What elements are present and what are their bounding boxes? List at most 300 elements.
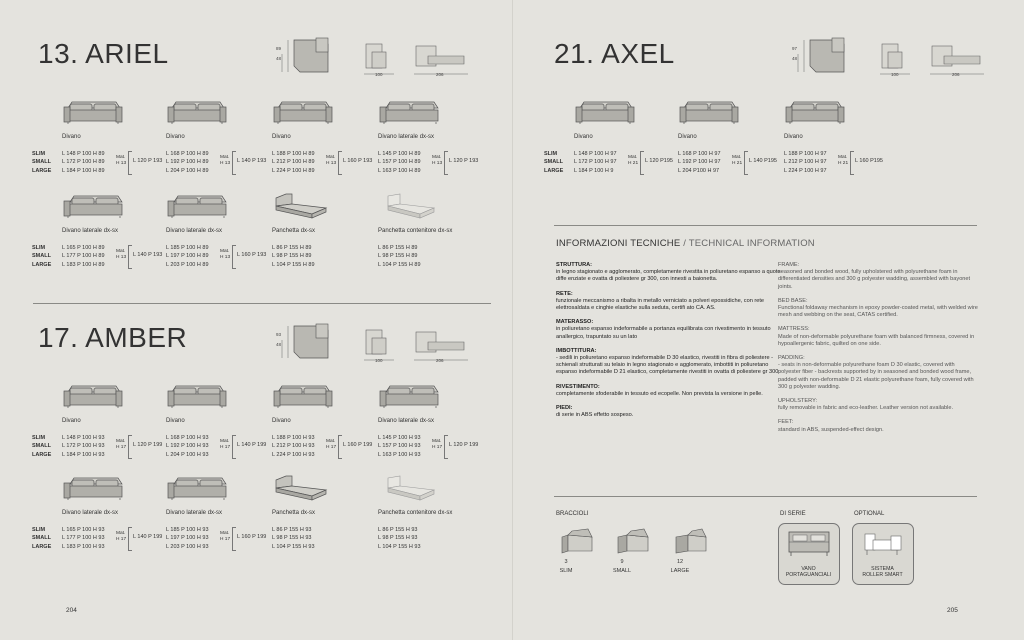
amber-r1-sofa-icon-0 xyxy=(62,382,124,412)
info-title xyxy=(556,238,815,249)
info-it-heading-0: STRUTTURA: xyxy=(556,262,593,268)
size-label-0: SLIM xyxy=(32,151,46,157)
axel-r1-extra-2: L 160 P195 xyxy=(855,158,883,164)
axel-r1-mat-1-b: H 21 xyxy=(732,161,743,166)
amber-r2-caption-0: Divano laterale dx-sx xyxy=(62,510,119,516)
ariel-r1-sofa-1 xyxy=(166,98,228,128)
dim-line-1: L 98 P 155 H 89 xyxy=(272,253,312,260)
amber-r2-dims-1 xyxy=(166,526,209,551)
dim-line-0: L 165 P 100 H 89 xyxy=(62,245,105,251)
amber-r1-dims-1 xyxy=(166,434,209,459)
axel-r1-sofa-2 xyxy=(784,98,846,128)
dim-line-1: L 197 P 100 H 89 xyxy=(166,253,209,260)
amber-r1-sofa-1 xyxy=(166,382,228,412)
dim-line-2: L 184 P 100 H 89 xyxy=(62,167,105,174)
armrest-num-2: 12 xyxy=(676,559,684,565)
ariel-r2-caption-1: Divano laterale dx-sx xyxy=(166,228,223,234)
ariel-r2-extra-1: L 160 P 193 xyxy=(237,252,267,258)
dim-line-0: L 188 P 100 H 97 xyxy=(784,151,827,157)
ariel-r2-bracket-0 xyxy=(128,245,132,269)
ariel-r1-mat-3-a: Mat. xyxy=(432,155,442,160)
ariel-r2-sofa-icon-2 xyxy=(272,192,334,222)
info-it-heading-3: IMBOTTITURA: xyxy=(556,347,597,354)
amber-r1-mat-0-b: H 17 xyxy=(116,445,127,450)
amber-r1-mat-3-b: H 17 xyxy=(432,445,443,450)
amber-r2-caption-3: Panchetta contenitore dx-sx xyxy=(378,510,453,516)
dim-line-0: L 145 P 100 H 89 xyxy=(378,151,421,157)
dim-line-2: L 163 P 100 H 93 xyxy=(378,451,421,458)
ariel-r1-sofa-2 xyxy=(272,98,334,128)
armrest-1 xyxy=(614,527,654,577)
ariel-r2-bracket-1 xyxy=(232,245,236,269)
axel-r1-sofa-icon-1 xyxy=(678,98,740,128)
ariel-r1-sofa-icon-2 xyxy=(272,98,334,128)
dim-line-1: L 177 P 100 H 93 xyxy=(62,535,105,542)
info-it-block-4 xyxy=(556,384,781,398)
info-en-heading-4: UPHOLSTERY: xyxy=(778,398,818,405)
schem-h2: 48 xyxy=(276,56,282,61)
amber-r1-caption-1: Divano xyxy=(166,418,185,424)
dim-line-2: L 104 P 155 H 93 xyxy=(378,543,421,550)
amber-r1-extra-3: L 120 P 199 xyxy=(449,442,479,448)
amber-title: 17. AMBER xyxy=(38,322,188,353)
size-label-0: SLIM xyxy=(32,435,46,441)
axel-title: 21. AXEL xyxy=(554,38,675,69)
size-label-1: SMALL xyxy=(32,159,51,166)
info-en-heading-1: BED BASE: xyxy=(778,297,808,304)
dim-line-0: L 168 P 100 H 93 xyxy=(166,435,209,441)
info-en-text-4: fully removable in fabric and eco-leather. Leather version not available. xyxy=(778,405,954,412)
amber-r2-dims-0 xyxy=(62,526,105,551)
di-serie-title: DI SERIE xyxy=(780,511,806,517)
ariel-r2-mat-1-b: H 13 xyxy=(220,255,231,260)
amber-r1-dims-3 xyxy=(378,434,421,459)
amber-r2-mat-0-b: H 17 xyxy=(116,537,127,542)
ariel-r2-mat-0-a: Mat. xyxy=(116,249,126,254)
info-en-block-0 xyxy=(778,262,978,291)
info-en-heading-0: FRAME: xyxy=(778,262,800,268)
amber-r2-mat-0-a: Mat. xyxy=(116,531,126,536)
size-label-2: LARGE xyxy=(544,167,564,174)
dim-line-1: L 172 P 100 H 89 xyxy=(62,159,105,166)
info-en-heading-2: MATTRESS: xyxy=(778,326,810,333)
dim-line-1: L 98 P 155 H 93 xyxy=(272,535,312,542)
info-it-block-3 xyxy=(556,348,781,377)
ariel-r2-mat-1-a: Mat. xyxy=(220,249,230,254)
schem-h2: 48 xyxy=(792,56,798,61)
dim-line-2: L 104 P 155 H 89 xyxy=(272,261,315,268)
axel-r1-sofa-0 xyxy=(574,98,636,128)
axel-r1-dims-1 xyxy=(678,150,721,175)
schem-h1: 97 xyxy=(792,46,798,51)
axel-r1-mat-0-a: Mat. xyxy=(628,155,638,160)
info-divider-top xyxy=(554,225,977,226)
amber-r1-mat-3-a: Mat. xyxy=(432,439,442,444)
size-label-1: SMALL xyxy=(32,253,51,260)
dim-line-2: L 204 P100 H 97 xyxy=(678,167,720,174)
schem-w2: 206 xyxy=(436,72,444,77)
info-title-it: INFORMAZIONI TECNICHE xyxy=(556,238,681,249)
vano-portaguanciali-icon xyxy=(779,524,839,564)
axel-r1-sofa-1 xyxy=(678,98,740,128)
info-it-text-5: di serie in ABS effetto sospeso. xyxy=(556,412,634,419)
info-en-block-1 xyxy=(778,298,978,320)
ariel-r1-caption-3: Divano laterale dx-sx xyxy=(378,134,435,140)
armrest-num-1: 9 xyxy=(620,559,624,565)
info-it-heading-2: MATERASSO: xyxy=(556,319,594,326)
dim-line-2: L 104 P 155 H 89 xyxy=(378,261,421,268)
dim-line-0: L 165 P 100 H 93 xyxy=(62,527,105,533)
amber-r1-caption-2: Divano xyxy=(272,418,291,424)
amber-r2-bracket-1 xyxy=(232,527,236,551)
amber-r2-sofa-1 xyxy=(166,474,228,504)
ariel-r1-mat-1-a: Mat. xyxy=(220,155,230,160)
axel-r1-extra-0: L 120 P195 xyxy=(645,158,673,164)
size-label-2: LARGE xyxy=(32,543,52,550)
dim-line-2: L 163 P 100 H 89 xyxy=(378,167,421,174)
vano-portaguanciali-box xyxy=(778,523,840,585)
ariel-r1-sofa-icon-3 xyxy=(378,98,440,128)
amber-r1-extra-0: L 120 P 199 xyxy=(133,442,163,448)
dim-line-0: L 148 P 100 H 89 xyxy=(62,151,105,157)
ariel-schematic xyxy=(276,36,476,78)
schem-w1: 100 xyxy=(375,72,383,77)
info-en-text-2: Made of non-deformable polyurethane foam with balanced firmness, covered in hypoallergenic fabric, quilted on one side. xyxy=(778,333,975,347)
dim-line-2: L 224 P 100 H 89 xyxy=(272,167,315,174)
axel-schematic xyxy=(792,36,992,78)
dim-line-0: L 185 P 100 H 89 xyxy=(166,245,209,251)
armrest-icon xyxy=(558,527,598,557)
info-it-block-1 xyxy=(556,291,781,313)
info-it-text-2: in poliuretano espanso indeformabile a portanza equilibrata con rivestimento in tessuto anallergico, trapuntato su un lato xyxy=(556,326,771,340)
ariel-r2-size-labels xyxy=(32,244,51,269)
size-label-2: LARGE xyxy=(32,261,52,268)
ariel-r2-mat-0-b: H 13 xyxy=(116,255,127,260)
amber-r1-caption-3: Divano laterale dx-sx xyxy=(378,418,435,424)
amber-r2-mat-1-a: Mat. xyxy=(220,531,230,536)
info-en-text-3: - seats in non-deformable polyurethane foam D 30 elastic, covered with polyester fiber - backrests supported by in seasoned and bonded wood frame, padded with non-deformable D 21 elastic polyurethane foam, fully covered with 300 g polyester wadding. xyxy=(778,362,974,390)
size-label-0: SLIM xyxy=(544,151,558,157)
amber-r1-extra-1: L 140 P 199 xyxy=(237,442,267,448)
dim-line-0: L 168 P 100 H 89 xyxy=(166,151,209,157)
info-en-text-5: standard in ABS, suspended-effect design. xyxy=(778,426,884,433)
amber-r2-dims-2 xyxy=(272,526,315,551)
section-divider xyxy=(33,303,491,304)
dim-line-2: L 104 P 155 H 93 xyxy=(272,543,315,550)
amber-r1-dims-2 xyxy=(272,434,315,459)
armrest-icon xyxy=(672,527,712,557)
dim-line-1: L 98 P 155 H 93 xyxy=(378,535,418,542)
ariel-r1-dims-3 xyxy=(378,150,421,175)
info-english xyxy=(778,262,978,441)
axel-r1-sofa-icon-0 xyxy=(574,98,636,128)
amber-r2-dims-3 xyxy=(378,526,421,551)
amber-r2-sofa-icon-0 xyxy=(62,474,124,504)
optional-title: OPTIONAL xyxy=(854,511,885,517)
axel-r1-dims-2 xyxy=(784,150,827,175)
schem-h2: 48 xyxy=(276,342,282,347)
axel-r1-bracket-1 xyxy=(744,151,748,175)
dim-line-0: L 86 P 155 H 93 xyxy=(272,527,312,533)
ariel-r1-dims-2 xyxy=(272,150,315,175)
ariel-r2-dims-0 xyxy=(62,244,105,269)
amber-r2-sofa-3 xyxy=(378,474,440,504)
dim-line-1: L 98 P 155 H 89 xyxy=(378,253,418,260)
roller-label-2: ROLLER SMART xyxy=(862,572,903,578)
amber-r2-sofa-icon-2 xyxy=(272,474,334,504)
size-label-2: LARGE xyxy=(32,167,52,174)
armrest-2 xyxy=(672,527,712,577)
info-it-block-2 xyxy=(556,319,781,341)
vano-label-1: VANO xyxy=(801,566,816,572)
ariel-r2-sofa-icon-0 xyxy=(62,192,124,222)
armrest-icon xyxy=(614,527,654,557)
size-label-1: SMALL xyxy=(544,159,563,166)
dim-line-2: L 204 P 100 H 89 xyxy=(166,167,209,174)
right-page xyxy=(512,0,1024,640)
dim-line-0: L 188 P 100 H 89 xyxy=(272,151,315,157)
amber-r2-mat-1-b: H 17 xyxy=(220,537,231,542)
schem-w1: 100 xyxy=(375,358,383,363)
amber-r1-extra-2: L 160 P 199 xyxy=(343,442,373,448)
amber-r1-mat-1-b: H 17 xyxy=(220,445,231,450)
dim-line-2: L 184 P 100 H 93 xyxy=(62,451,105,458)
info-divider-bottom xyxy=(554,496,977,497)
ariel-r1-caption-2: Divano xyxy=(272,134,291,140)
axel-r1-mat-2-b: H 21 xyxy=(838,161,849,166)
dim-line-1: L 192 P 100 H 89 xyxy=(166,159,209,166)
braccioli-title: BRACCIOLI xyxy=(556,511,589,517)
info-en-block-5 xyxy=(778,419,978,433)
ariel-r1-dims-0 xyxy=(62,150,105,175)
ariel-r1-extra-1: L 140 P 193 xyxy=(237,158,267,164)
info-en-heading-3: PADDING: xyxy=(778,355,805,362)
ariel-r1-bracket-1 xyxy=(232,151,236,175)
info-en-block-2 xyxy=(778,326,978,348)
amber-r1-mat-1-a: Mat. xyxy=(220,439,230,444)
dim-line-2: L 224 P 100 H 97 xyxy=(784,167,827,174)
armrest-0 xyxy=(558,527,598,577)
ariel-r1-extra-3: L 120 P 193 xyxy=(449,158,479,164)
armrest-num-0: 3 xyxy=(564,559,568,565)
ariel-r1-mat-2-a: Mat. xyxy=(326,155,336,160)
ariel-r1-extra-2: L 160 P 193 xyxy=(343,158,373,164)
size-label-0: SLIM xyxy=(32,527,46,533)
info-en-text-0: seasoned and bonded wood, fully upholstered with polyurethane foam in differentiated densities and 300 g polyester wadding, assembled with bayonet joints. xyxy=(778,269,971,290)
roller-smart-box xyxy=(852,523,914,585)
dim-line-1: L 192 P 100 H 93 xyxy=(166,443,209,450)
axel-r1-sofa-icon-2 xyxy=(784,98,846,128)
info-en-heading-5: FEET: xyxy=(778,419,794,426)
info-it-block-5 xyxy=(556,405,781,419)
ariel-r1-extra-0: L 120 P 193 xyxy=(133,158,163,164)
amber-r2-sofa-2 xyxy=(272,474,334,504)
page-number-right: 205 xyxy=(947,607,958,614)
dim-line-0: L 86 P 155 H 89 xyxy=(272,245,312,251)
ariel-r2-dims-2 xyxy=(272,244,315,269)
info-italian xyxy=(556,262,781,426)
dim-line-2: L 184 P 100 H 9 xyxy=(574,167,614,174)
dim-line-0: L 86 P 155 H 89 xyxy=(378,245,418,251)
info-title-en: / TECHNICAL INFORMATION xyxy=(683,238,815,249)
dim-line-1: L 212 P 100 H 93 xyxy=(272,443,315,450)
ariel-r1-mat-2-b: H 13 xyxy=(326,161,337,166)
info-it-block-0 xyxy=(556,262,781,284)
schem-w2: 206 xyxy=(436,358,444,363)
dim-line-2: L 183 P 100 H 93 xyxy=(62,543,105,550)
axel-r1-bracket-0 xyxy=(640,151,644,175)
axel-r1-caption-1: Divano xyxy=(678,134,697,140)
axel-r1-mat-0-b: H 21 xyxy=(628,161,639,166)
dim-line-1: L 172 P 100 H 97 xyxy=(574,159,617,166)
ariel-r1-mat-0-a: Mat. xyxy=(116,155,126,160)
amber-r1-bracket-1 xyxy=(232,435,236,459)
ariel-r1-mat-0-b: H 13 xyxy=(116,161,127,166)
page-number-left: 204 xyxy=(66,607,77,614)
ariel-r1-mat-3-b: H 13 xyxy=(432,161,443,166)
schem-h1: 93 xyxy=(276,332,282,337)
armrest-label-1: SMALL xyxy=(612,568,632,574)
dim-line-1: L 157 P 100 H 89 xyxy=(378,159,421,166)
ariel-r1-caption-0: Divano xyxy=(62,134,81,140)
amber-r1-bracket-0 xyxy=(128,435,132,459)
info-it-heading-4: RIVESTIMENTO: xyxy=(556,383,600,390)
roller-smart-icon xyxy=(853,524,913,564)
dim-line-0: L 188 P 100 H 93 xyxy=(272,435,315,441)
ariel-r1-sofa-0 xyxy=(62,98,124,128)
ariel-r2-caption-3: Panchetta contenitore dx-sx xyxy=(378,228,453,234)
axel-r1-caption-0: Divano xyxy=(574,134,593,140)
vano-label xyxy=(781,566,836,578)
ariel-r2-sofa-icon-3 xyxy=(378,192,440,222)
amber-r2-bracket-0 xyxy=(128,527,132,551)
amber-r2-size-labels xyxy=(32,526,51,551)
roller-label-1: SISTEMA xyxy=(871,566,894,572)
dim-line-1: L 212 P 100 H 89 xyxy=(272,159,315,166)
ariel-r1-sofa-3 xyxy=(378,98,440,128)
dim-line-2: L 204 P 100 H 93 xyxy=(166,451,209,458)
dim-line-1: L 157 P 100 H 93 xyxy=(378,443,421,450)
schem-w2: 206 xyxy=(952,72,960,77)
ariel-r2-caption-0: Divano laterale dx-sx xyxy=(62,228,119,234)
axel-r1-caption-2: Divano xyxy=(784,134,803,140)
schem-w1: 100 xyxy=(891,72,899,77)
amber-r1-sofa-icon-3 xyxy=(378,382,440,412)
info-en-text-1: Functional foldaway mechanism in epoxy powder-coated metal, with welded wire mesh and webbing on the seat, CATAS certified. xyxy=(778,305,978,319)
ariel-r2-dims-1 xyxy=(166,244,209,269)
info-it-text-3: - sedili in poliuretano espanso indeformabile D 30 elastico, rivestiti in fibra di poliestere - schienali strutturati su telaio in legno stagionato e agglomerato, imbottiti in poliuretano espanso indeformabile D 21 elastico, completamente rivestiti in ovatta di poliestere gr 300. xyxy=(556,355,780,376)
info-it-heading-1: RETE: xyxy=(556,290,573,297)
amber-r2-extra-0: L 140 P 199 xyxy=(133,534,163,540)
ariel-r2-sofa-icon-1 xyxy=(166,192,228,222)
amber-schematic xyxy=(276,322,476,364)
amber-r1-mat-2-b: H 17 xyxy=(326,445,337,450)
ariel-r2-extra-0: L 140 P 193 xyxy=(133,252,163,258)
ariel-r2-dims-3 xyxy=(378,244,421,269)
info-it-heading-5: PIEDI: xyxy=(556,405,573,412)
ariel-r1-caption-1: Divano xyxy=(166,134,185,140)
dim-line-1: L 212 P 100 H 97 xyxy=(784,159,827,166)
amber-r2-caption-1: Divano laterale dx-sx xyxy=(166,510,223,516)
axel-r1-extra-1: L 140 P195 xyxy=(749,158,777,164)
ariel-r1-sofa-icon-1 xyxy=(166,98,228,128)
size-label-1: SMALL xyxy=(32,535,51,542)
dim-line-1: L 197 P 100 H 93 xyxy=(166,535,209,542)
ariel-r1-bracket-2 xyxy=(338,151,342,175)
ariel-r1-size-labels xyxy=(32,150,51,175)
amber-r1-size-labels xyxy=(32,434,51,459)
axel-r1-size-labels xyxy=(544,150,563,175)
dim-line-2: L 203 P 100 H 93 xyxy=(166,543,209,550)
dim-line-0: L 168 P 100 H 97 xyxy=(678,151,721,157)
ariel-title: 13. ARIEL xyxy=(38,38,169,69)
dim-line-2: L 183 P 100 H 89 xyxy=(62,261,105,268)
ariel-r1-mat-1-b: H 13 xyxy=(220,161,231,166)
amber-r2-extra-1: L 160 P 199 xyxy=(237,534,267,540)
info-it-text-0: in legno stagionato e agglomerato, completamente rivestita in poliuretano espanso a quote diffe enziate e ovatta di poliestere gr 300, con innesti a baionetta. xyxy=(556,269,781,283)
armrest-label-2: LARGE xyxy=(670,568,690,574)
axel-r1-mat-1-a: Mat. xyxy=(732,155,742,160)
amber-r1-sofa-icon-1 xyxy=(166,382,228,412)
roller-label xyxy=(855,566,910,578)
ariel-r1-dims-1 xyxy=(166,150,209,175)
info-en-block-3 xyxy=(778,355,978,391)
ariel-r2-sofa-1 xyxy=(166,192,228,222)
armrest-label-0: SLIM xyxy=(559,568,573,574)
size-label-0: SLIM xyxy=(32,245,46,251)
axel-r1-bracket-2 xyxy=(850,151,854,175)
amber-r1-sofa-3 xyxy=(378,382,440,412)
ariel-r2-caption-2: Panchetta dx-sx xyxy=(272,228,316,234)
dim-line-2: L 224 P 100 H 93 xyxy=(272,451,315,458)
amber-r1-sofa-2 xyxy=(272,382,334,412)
amber-r2-caption-2: Panchetta dx-sx xyxy=(272,510,316,516)
schem-h1: 89 xyxy=(276,46,282,51)
info-it-text-1: funzionale meccanismo a ribalta in metallo verniciato a polveri epossidiche, con rete elettrosaldata e cinghie elastiche sulla seduta, certifi ato CA. AS. xyxy=(556,297,765,312)
dim-line-0: L 145 P 100 H 93 xyxy=(378,435,421,441)
axel-r1-mat-2-a: Mat. xyxy=(838,155,848,160)
size-label-1: SMALL xyxy=(32,443,51,450)
amber-r1-sofa-icon-2 xyxy=(272,382,334,412)
ariel-r1-bracket-0 xyxy=(128,151,132,175)
amber-r1-mat-0-a: Mat. xyxy=(116,439,126,444)
amber-r1-caption-0: Divano xyxy=(62,418,81,424)
dim-line-0: L 148 P 100 H 97 xyxy=(574,151,617,157)
amber-r2-sofa-icon-3 xyxy=(378,474,440,504)
amber-r2-sofa-0 xyxy=(62,474,124,504)
ariel-r2-sofa-3 xyxy=(378,192,440,222)
dim-line-0: L 185 P 100 H 93 xyxy=(166,527,209,533)
info-en-block-4 xyxy=(778,398,978,412)
amber-r1-bracket-2 xyxy=(338,435,342,459)
axel-r1-dims-0 xyxy=(574,150,617,175)
size-label-2: LARGE xyxy=(32,451,52,458)
info-it-text-4: completamente sfoderabile in tessuto ed ecopelle. Non prevista la versione in pelle. xyxy=(556,390,763,397)
dim-line-1: L 177 P 100 H 89 xyxy=(62,253,105,260)
ariel-r1-sofa-icon-0 xyxy=(62,98,124,128)
amber-r1-sofa-0 xyxy=(62,382,124,412)
dim-line-0: L 148 P 100 H 93 xyxy=(62,435,105,441)
dim-line-1: L 172 P 100 H 93 xyxy=(62,443,105,450)
amber-r1-bracket-3 xyxy=(444,435,448,459)
dim-line-2: L 203 P 100 H 89 xyxy=(166,261,209,268)
vano-label-2: PORTAGUANCIALI xyxy=(785,572,832,578)
dim-line-1: L 192 P 100 H 97 xyxy=(678,159,721,166)
amber-r1-dims-0 xyxy=(62,434,105,459)
dim-line-0: L 86 P 155 H 93 xyxy=(378,527,418,533)
ariel-r1-bracket-3 xyxy=(444,151,448,175)
amber-r2-sofa-icon-1 xyxy=(166,474,228,504)
